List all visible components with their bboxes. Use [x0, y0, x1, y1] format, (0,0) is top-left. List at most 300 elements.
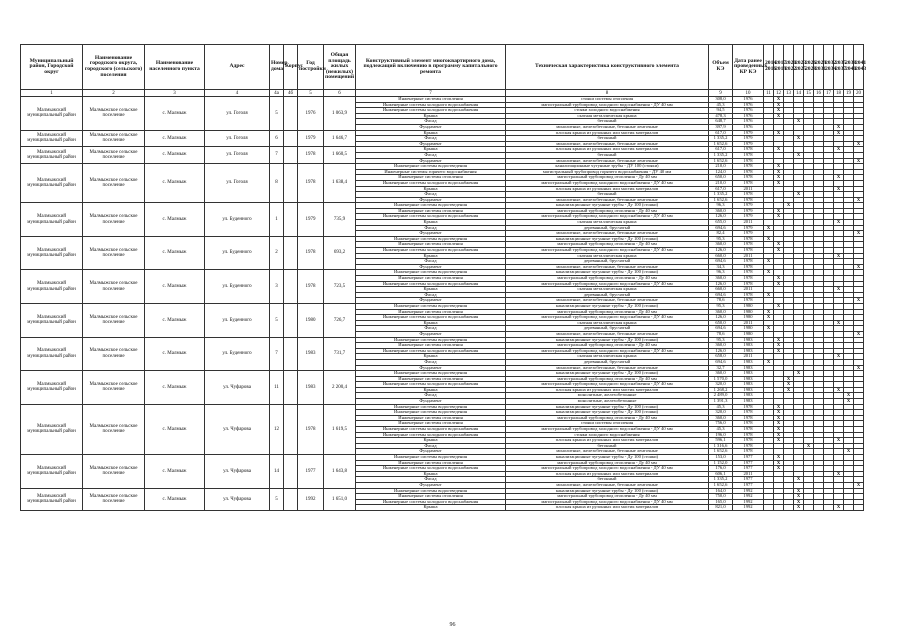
element-volume-cell: 320,0: [709, 410, 733, 416]
element-specification-cell: деревянный, брусчатый: [506, 326, 709, 332]
repair-period-mark-cell: X: [854, 482, 864, 488]
district-cell: Малмыжский муниципальный район: [21, 164, 83, 203]
repair-period-mark-cell: X: [834, 505, 844, 511]
previous-repair-date-cell: 1992: [733, 494, 764, 500]
repair-period-mark-cell: X: [774, 97, 784, 103]
structural-element-cell: Инженерные системы водоотведения: [356, 337, 506, 343]
previous-repair-date-cell: 1978: [733, 404, 764, 410]
column-header: 2041 2043: [854, 45, 864, 90]
settlement-cell: Малмыжское сельское поселение: [83, 236, 145, 270]
building-corpus-cell: [284, 97, 298, 131]
house-number-cell: 8: [270, 164, 284, 203]
previous-repair-date-cell: 1978: [733, 427, 764, 433]
element-volume-cell: 126,0: [709, 348, 733, 354]
header-row: [21, 45, 864, 90]
structural-element-cell: Крыша: [356, 387, 506, 393]
element-volume-cell: 694,6: [709, 359, 733, 365]
locality-cell: с. Малмыж: [145, 164, 205, 203]
structural-element-cell: Крыша: [356, 113, 506, 119]
settlement-cell: Малмыжское сельское поселение: [83, 455, 145, 489]
previous-repair-date-cell: 1978: [733, 236, 764, 242]
previous-repair-date-cell: 1978: [733, 449, 764, 455]
address-cell: ул. Гоголя: [205, 147, 270, 164]
element-specification-cell: монолитные, железобетонные, бетонные ленточные: [506, 482, 709, 488]
repair-period-mark-cell: X: [774, 427, 784, 433]
settlement-cell: Малмыжское сельское поселение: [83, 303, 145, 337]
element-specification-cell: магистральный трубопровод отопления - Ду 40 мм: [506, 376, 709, 382]
element-volume-cell: 1 335,2: [709, 192, 733, 198]
structural-element-cell: Инженерные системы холодного водоснабжения: [356, 466, 506, 472]
previous-repair-date-cell: 1978: [733, 192, 764, 198]
structural-element-cell: Крыша: [356, 186, 506, 192]
element-volume-cell: 360,0: [709, 371, 733, 377]
repair-period-mark-cell: X: [774, 102, 784, 108]
house-number-cell: 5: [270, 488, 284, 510]
settlement-cell: Малмыжское сельское поселение: [83, 270, 145, 304]
element-volume-cell: 1 152,0: [709, 460, 733, 466]
repair-period-mark-cell: X: [844, 399, 854, 405]
element-specification-cell: плоская крыша из рулонных или мастик материалов: [506, 186, 709, 192]
column-number: 11: [764, 90, 774, 97]
element-specification-cell: канализационные чугунные трубы - Ду 100 (стояки): [506, 410, 709, 416]
build-year-cell: 1977: [298, 455, 324, 489]
element-volume-cell: 126,0: [709, 281, 733, 287]
build-year-cell: 1992: [298, 488, 324, 510]
floor-area-cell: 1 063,9: [324, 97, 356, 131]
element-specification-cell: скатная металлическая крыша: [506, 253, 709, 259]
element-specification-cell: магистральный трубопровод холодного водоснабжения - ДУ 40 мм: [506, 281, 709, 287]
element-specification-cell: магистральный трубопровод холодного водоснабжения - ДУ 40 мм: [506, 180, 709, 186]
structural-element-cell: Крыша: [356, 147, 506, 153]
structural-element-cell: Фасад: [356, 192, 506, 198]
element-specification-cell: скатная металлическая крыша: [506, 320, 709, 326]
repair-period-mark-cell: X: [774, 180, 784, 186]
element-volume-cell: 648,7: [709, 119, 733, 125]
building-corpus-cell: [284, 404, 298, 454]
building-corpus-cell: [284, 337, 298, 371]
element-specification-cell: канализационные чугунные трубы - Ду 100 (стояки): [506, 203, 709, 209]
element-specification-cell: монолитные, железобетонные, бетонные ленточные: [506, 264, 709, 270]
floor-area-cell: 1 651,0: [324, 488, 356, 510]
repair-period-mark-cell: X: [794, 152, 804, 158]
repair-period-mark-cell: X: [794, 136, 804, 142]
element-volume-cell: 360,0: [709, 415, 733, 421]
element-specification-cell: монолитные, железобетонные, бетонные ленточные: [506, 141, 709, 147]
capital-repair-register-table: [20, 44, 867, 511]
column-header: Техническая характеристика конструктивного элемента: [506, 45, 709, 90]
structural-element-cell: Инженерные системы отопления: [356, 208, 506, 214]
element-specification-cell: канализационные чугунные трубы - Ду 100 (стояки): [506, 488, 709, 494]
column-header: 2038 2040: [844, 45, 854, 90]
previous-repair-date-cell: 1977: [733, 477, 764, 483]
repair-period-mark-cell: X: [764, 326, 774, 332]
element-volume-cell: 96,3: [709, 270, 733, 276]
element-volume-cell: 478,3: [709, 113, 733, 119]
address-cell: ул. Чуфарова: [205, 488, 270, 510]
register-table-container: [20, 44, 867, 511]
repair-period-mark-cell: X: [774, 303, 784, 309]
element-volume-cell: 660,0: [709, 253, 733, 259]
address-cell: ул. Чуфарова: [205, 404, 270, 454]
district-cell: Малмыжский муниципальный район: [21, 404, 83, 454]
element-specification-cell: плоская крыша из рулонных или мастик материалов: [506, 505, 709, 511]
element-volume-cell: 124,0: [709, 169, 733, 175]
element-specification-cell: скатная металлическая крыша: [506, 113, 709, 119]
structural-element-cell: Фундамент: [356, 365, 506, 371]
element-volume-cell: 1 652,6: [709, 482, 733, 488]
address-cell: ул. Гоголя: [205, 164, 270, 203]
element-volume-cell: 34,3: [709, 264, 733, 270]
previous-repair-date-cell: 1978: [733, 158, 764, 164]
repair-period-mark-cell: X: [774, 248, 784, 254]
structural-element-cell: Крыша: [356, 320, 506, 326]
element-specification-cell: монолитные, железобетонные: [506, 399, 709, 405]
repair-period-mark-cell: [824, 505, 834, 511]
repair-period-mark-cell: X: [764, 225, 774, 231]
column-header: 2023 2025: [794, 45, 804, 90]
address-cell: ул. Буденного: [205, 236, 270, 270]
district-cell: Малмыжский муниципальный район: [21, 337, 83, 371]
element-specification-cell: магистральный трубопровод холодного водоснабжения - ДУ 40 мм: [506, 382, 709, 388]
element-volume-cell: 1 335,2: [709, 477, 733, 483]
repair-period-mark-cell: X: [774, 175, 784, 181]
repair-period-mark-cell: X: [774, 455, 784, 461]
repair-period-mark-cell: X: [784, 203, 794, 209]
structural-element-cell: Инженерные системы отопления: [356, 97, 506, 103]
structural-element-cell: Инженерные системы холодного водоснабжения: [356, 248, 506, 254]
element-volume-cell: 320,0: [709, 382, 733, 388]
element-specification-cell: канализационные чугунные трубы - Ду 100 (стояки): [506, 270, 709, 276]
element-specification-cell: бетонный: [506, 119, 709, 125]
repair-period-mark-cell: X: [844, 393, 854, 399]
element-volume-cell: 126,0: [709, 214, 733, 220]
previous-repair-date-cell: 1983: [733, 348, 764, 354]
repair-period-mark-cell: X: [834, 186, 844, 192]
structural-element-cell: Фундамент: [356, 331, 506, 337]
element-specification-cell: канализационные чугунные трубы - Ду 100 (стояки): [506, 404, 709, 410]
structural-element-cell: Фасад: [356, 136, 506, 142]
previous-repair-date-cell: 1983: [733, 365, 764, 371]
column-header: Номер дома: [270, 45, 284, 90]
structural-element-cell: Фундамент: [356, 158, 506, 164]
element-volume-cell: 1 268,2: [709, 387, 733, 393]
column-number: 8: [506, 90, 709, 97]
repair-period-mark-cell: X: [834, 130, 844, 136]
repair-period-mark-cell: X: [764, 309, 774, 315]
repair-period-mark-cell: X: [774, 460, 784, 466]
element-volume-cell: 694,6: [709, 225, 733, 231]
previous-repair-date-cell: 1980: [733, 309, 764, 315]
element-volume-cell: 756,0: [709, 421, 733, 427]
district-cell: Малмыжский муниципальный район: [21, 303, 83, 337]
house-number-cell: 5: [270, 303, 284, 337]
floor-area-cell: 1 619,5: [324, 404, 356, 454]
element-specification-cell: магистральный трубопровод холодного водоснабжения - ДУ 40 мм: [506, 499, 709, 505]
address-cell: ул. Чуфарова: [205, 371, 270, 405]
element-specification-cell: магистральный трубопровод отопления - Ду 40 мм: [506, 276, 709, 282]
column-number: 20: [854, 90, 864, 97]
structural-element-cell: Инженерные системы отопления: [356, 242, 506, 248]
element-volume-cell: 94,5: [709, 108, 733, 114]
repair-period-mark-cell: X: [764, 259, 774, 265]
element-specification-cell: деревянный, брусчатый: [506, 359, 709, 365]
repair-period-mark-cell: X: [764, 236, 774, 242]
element-volume-cell: 1 652,6: [709, 197, 733, 203]
structural-element-cell: Инженерные системы холодного водоснабжения: [356, 382, 506, 388]
element-specification-cell: монолитные, железобетонные, бетонные ленточные: [506, 124, 709, 130]
repair-period-mark-cell: X: [774, 130, 784, 136]
element-volume-cell: 196,0: [709, 432, 733, 438]
previous-repair-date-cell: 1980: [733, 315, 764, 321]
element-specification-cell: плоская крыша из рулонных или мастик материалов: [506, 130, 709, 136]
repair-period-mark-cell: X: [774, 208, 784, 214]
element-volume-cell: 210,0: [709, 180, 733, 186]
element-volume-cell: 1 316,6: [709, 443, 733, 449]
previous-repair-date-cell: 1977: [733, 455, 764, 461]
repair-period-mark-cell: X: [794, 488, 804, 494]
column-header: 2017 2019: [774, 45, 784, 90]
element-specification-cell: канализационные чугунные трубы - Ду 100 (стояки): [506, 371, 709, 377]
structural-element-cell: Фасад: [356, 326, 506, 332]
floor-area-cell: 723,5: [324, 270, 356, 304]
repair-period-mark-cell: [854, 505, 864, 511]
repair-period-mark-cell: X: [854, 264, 864, 270]
element-specification-cell: деревянный, брусчатый: [506, 225, 709, 231]
repair-period-mark-cell: X: [774, 348, 784, 354]
element-specification-cell: бетонный: [506, 443, 709, 449]
structural-element-cell: Инженерные системы водоотведения: [356, 410, 506, 416]
build-year-cell: 1978: [298, 270, 324, 304]
settlement-cell: Малмыжское сельское поселение: [83, 130, 145, 147]
build-year-cell: 1976: [298, 97, 324, 131]
repair-period-mark-cell: X: [834, 124, 844, 130]
previous-repair-date-cell: 1983: [733, 343, 764, 349]
previous-repair-date-cell: 1978: [733, 147, 764, 153]
element-volume-cell: 45,3: [709, 404, 733, 410]
repair-period-mark-cell: [774, 505, 784, 511]
previous-repair-date-cell: 2011: [733, 287, 764, 293]
previous-repair-date-cell: 1978: [733, 248, 764, 254]
repair-period-mark-cell: X: [794, 371, 804, 377]
element-volume-cell: 660,0: [709, 287, 733, 293]
element-specification-cell: магистральный трубопровод холодного водоснабжения - ДУ 40 мм: [506, 248, 709, 254]
element-volume-cell: 1 652,6: [709, 158, 733, 164]
element-volume-cell: 45,3: [709, 427, 733, 433]
structural-element-cell: Инженерные системы отопления: [356, 421, 506, 427]
column-header: Общая площадь жилых (нежилых) помещений: [324, 45, 356, 90]
floor-area-cell: 735,9: [324, 203, 356, 237]
building-corpus-cell: [284, 303, 298, 337]
element-volume-cell: 95,3: [709, 236, 733, 242]
element-specification-cell: канализационные чугунные трубы - ДУ 100 (стояки): [506, 164, 709, 170]
house-number-cell: 7: [270, 337, 284, 371]
previous-repair-date-cell: 1976: [733, 124, 764, 130]
column-number: 16: [814, 90, 824, 97]
locality-cell: с. Малмыж: [145, 270, 205, 304]
previous-repair-date-cell: 1979: [733, 130, 764, 136]
column-number: 12: [774, 90, 784, 97]
locality-cell: с. Малмыж: [145, 203, 205, 237]
column-number: 2: [83, 90, 145, 97]
column-header: Наименование городского округа, городского (сельского) поселения: [83, 45, 145, 90]
element-specification-cell: магистральный трубопровод отопления - Ду 40 мм: [506, 460, 709, 466]
previous-repair-date-cell: 1980: [733, 303, 764, 309]
structural-element-cell: Инженерные системы холодного водоснабжения: [356, 108, 506, 114]
element-specification-cell: плоская крыша из рулонных или мастик материалов: [506, 438, 709, 444]
element-volume-cell: 32,7: [709, 365, 733, 371]
element-volume-cell: 658,0: [709, 354, 733, 360]
repair-period-mark-cell: X: [774, 337, 784, 343]
floor-area-cell: 1 638,4: [324, 164, 356, 203]
structural-element-cell: Инженерные системы водоотведения: [356, 488, 506, 494]
building-corpus-cell: [284, 270, 298, 304]
repair-period-mark-cell: X: [844, 449, 854, 455]
repair-period-mark-cell: X: [854, 331, 864, 337]
structural-element-cell: Фасад: [356, 443, 506, 449]
previous-repair-date-cell: 2011: [733, 320, 764, 326]
district-cell: Малмыжский муниципальный район: [21, 97, 83, 131]
structural-element-cell: Крыша: [356, 438, 506, 444]
previous-repair-date-cell: 1978: [733, 175, 764, 181]
repair-period-mark-cell: X: [784, 387, 794, 393]
column-header: 2020 2022: [784, 45, 794, 90]
previous-repair-date-cell: 2011: [733, 186, 764, 192]
element-volume-cell: 617,0: [709, 130, 733, 136]
element-volume-cell: 750,0: [709, 494, 733, 500]
element-specification-cell: бетонный: [506, 136, 709, 142]
element-volume-cell: 650,0: [709, 175, 733, 181]
previous-repair-date-cell: 1978: [733, 432, 764, 438]
structural-element-cell: Инженерные системы холодного водоснабжения: [356, 348, 506, 354]
column-header: Муниципальный район, Городской округ: [21, 45, 83, 90]
house-number-cell: 1: [270, 203, 284, 237]
structural-element-cell: Инженерные системы отопления: [356, 309, 506, 315]
locality-cell: с. Малмыж: [145, 371, 205, 405]
district-cell: Малмыжский муниципальный район: [21, 203, 83, 237]
building-corpus-cell: [284, 147, 298, 164]
column-header: 2035 2037: [834, 45, 844, 90]
repair-period-mark-cell: X: [834, 253, 844, 259]
structural-element-cell: Крыша: [356, 220, 506, 226]
previous-repair-date-cell: 1979: [733, 136, 764, 142]
district-cell: Малмыжский муниципальный район: [21, 455, 83, 489]
structural-element-cell: Инженерные системы отопления: [356, 415, 506, 421]
element-volume-cell: 95,3: [709, 337, 733, 343]
element-volume-cell: 1 652,6: [709, 449, 733, 455]
element-specification-cell: магистральный трубопровод отопления - Ду 40 мм: [506, 415, 709, 421]
column-number: 17: [824, 90, 834, 97]
element-volume-cell: 78,6: [709, 331, 733, 337]
structural-element-cell: Фундамент: [356, 298, 506, 304]
repair-period-mark-cell: X: [854, 231, 864, 237]
previous-repair-date-cell: 1976: [733, 97, 764, 103]
structural-element-cell: Инженерные системы холодного водоснабжения: [356, 102, 506, 108]
repair-period-mark-cell: X: [774, 169, 784, 175]
house-number-cell: 2: [270, 236, 284, 270]
house-number-cell: 3: [270, 270, 284, 304]
repair-period-mark-cell: X: [774, 108, 784, 114]
element-volume-cell: 1 335,2: [709, 152, 733, 158]
previous-repair-date-cell: 1976: [733, 113, 764, 119]
house-number-cell: 6: [270, 130, 284, 147]
element-volume-cell: 308,0: [709, 97, 733, 103]
repair-period-mark-cell: X: [854, 365, 864, 371]
build-year-cell: 1978: [298, 404, 324, 454]
structural-element-cell: Инженерные системы водоотведения: [356, 236, 506, 242]
structural-element-cell: Инженерные системы холодного водоснабжения: [356, 427, 506, 433]
repair-period-mark-cell: X: [764, 315, 774, 321]
previous-repair-date-cell: 1978: [733, 298, 764, 304]
structural-element-cell: Фундамент: [356, 399, 506, 405]
locality-cell: с. Малмыж: [145, 455, 205, 489]
repair-period-mark-cell: X: [834, 354, 844, 360]
element-specification-cell: магистральный трубопровод отопления - Ду 40 мм: [506, 309, 709, 315]
repair-period-mark-cell: X: [834, 175, 844, 181]
floor-area-cell: 1 660,5: [324, 147, 356, 164]
address-cell: ул. Буденного: [205, 203, 270, 237]
table-header: [21, 45, 867, 97]
structural-element-cell: Инженерные системы холодного водоснабжения: [356, 499, 506, 505]
element-specification-cell: магистральный трубопровод холодного водоснабжения - ДУ 40 мм: [506, 348, 709, 354]
column-header: Объем КЭ: [709, 45, 733, 90]
element-specification-cell: скатная металлическая крыша: [506, 287, 709, 293]
floor-area-cell: 1 646,7: [324, 130, 356, 147]
structural-element-cell: Фасад: [356, 393, 506, 399]
repair-period-mark-cell: X: [764, 359, 774, 365]
building-corpus-cell: [284, 455, 298, 489]
address-cell: ул. Гоголя: [205, 130, 270, 147]
structural-element-cell: Крыша: [356, 253, 506, 259]
settlement-cell: Малмыжское сельское поселение: [83, 147, 145, 164]
element-specification-cell: магистральный трубопровод холодного водоснабжения - ДУ 40 мм: [506, 214, 709, 220]
element-specification-cell: плоская крыша из рулонных или мастик материалов: [506, 387, 709, 393]
element-specification-cell: магистральный трубопровод отопления - Ду 40 мм: [506, 494, 709, 500]
element-volume-cell: 1 335,2: [709, 136, 733, 142]
element-specification-cell: монолитные, железобетонные, бетонные ленточные: [506, 298, 709, 304]
structural-element-cell: Фундамент: [356, 449, 506, 455]
previous-repair-date-cell: 1976: [733, 102, 764, 108]
repair-period-mark-cell: X: [774, 404, 784, 410]
element-volume-cell: 821,0: [709, 505, 733, 511]
repair-period-mark-cell: X: [834, 387, 844, 393]
district-cell: Малмыжский муниципальный район: [21, 488, 83, 510]
build-year-cell: 1978: [298, 164, 324, 203]
previous-repair-date-cell: 1992: [733, 499, 764, 505]
repair-period-mark-cell: X: [774, 242, 784, 248]
repair-period-mark-cell: X: [794, 119, 804, 125]
previous-repair-date-cell: 1978: [733, 242, 764, 248]
repair-period-mark-cell: X: [784, 376, 794, 382]
element-volume-cell: 95,3: [709, 303, 733, 309]
column-header: 2026 2028: [804, 45, 814, 90]
repair-period-mark-cell: X: [794, 499, 804, 505]
repair-period-mark-cell: X: [794, 477, 804, 483]
previous-repair-date-cell: 1978: [733, 276, 764, 282]
previous-repair-date-cell: 2011: [733, 471, 764, 477]
structural-element-cell: Фундамент: [356, 197, 506, 203]
column-header: Год постройки: [298, 45, 324, 90]
element-specification-cell: магистральный трубопровод холодного водоснабжения - ДУ 40 мм: [506, 427, 709, 433]
structural-element-cell: Фасад: [356, 225, 506, 231]
structural-element-cell: Фундамент: [356, 482, 506, 488]
repair-period-mark-cell: X: [774, 466, 784, 472]
element-volume-cell: 165,0: [709, 499, 733, 505]
element-specification-cell: монолитные, железобетонные, бетонные ленточные: [506, 231, 709, 237]
house-number-cell: 5: [270, 97, 284, 131]
address-cell: ул. Буденного: [205, 270, 270, 304]
house-number-cell: 12: [270, 404, 284, 454]
build-year-cell: 1983: [298, 337, 324, 371]
